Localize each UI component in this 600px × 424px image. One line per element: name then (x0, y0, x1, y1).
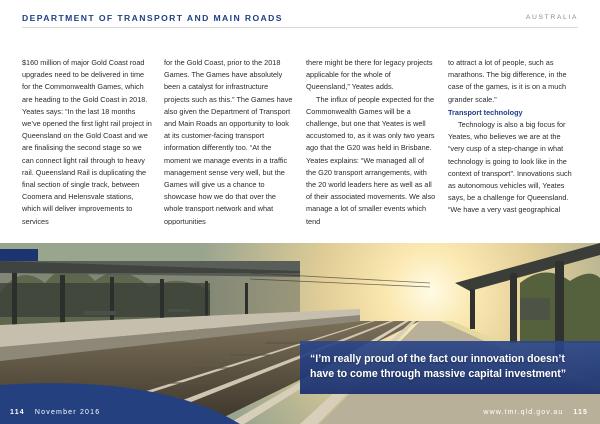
page-number-left: 114 (10, 409, 25, 416)
paragraph: for the Gold Coast, prior to the 2018 Games. The Games have absolutely been a catalyst for infrastructure projects such as this.” The Games have also given the Department of Transport and Main Roads an opportunity to look at its customer-facing transport information differently too. “At the moment we manage events in a traffic management sense very well, but the Games will give us a chance to showcase how we do that over the whole transport network and what opportunities (164, 58, 293, 225)
article-column-2 (164, 57, 294, 225)
article-body (22, 57, 578, 225)
paragraph: $160 million of major Gold Coast road upgrades need to be delivered in time for the Commonwealth Games, which are heading to the Gold Coast in 2018. Yeates says: “In the last 18 months we’ve opened the first light rail project in Queensland on the Gold Coast and we are finalising the second stage so we can connect light rail through to heavy rail. Queensland Rail is duplicating the final section of single track, between Coomera and Helensvale stations, which will deliver improvements to services (22, 58, 152, 225)
article-column-3 (306, 57, 436, 225)
railway-platform-photo (0, 243, 600, 424)
issue-date: November 2016 (34, 409, 101, 416)
paragraph: to attract a lot of people, such as marathons. The big difference, in the case of the games, is it is on a much grander scale.” (448, 58, 567, 104)
pull-quote: “I’m really proud of the fact our innovation doesn’t have to come through massive capital investment” (310, 353, 567, 380)
header-divider (22, 27, 578, 28)
article-column-4 (448, 57, 578, 225)
paragraph: Technology is also a big focus for Yeates, who believes we are at the “very cusp of a step-change in what technology is going to look like in the context of transport”. Innovations such as autonomous vehicles will, Yeates says, be a challenge for Queensland. “We have a very vast geographical (448, 120, 572, 215)
footer-left (10, 409, 100, 416)
paragraph: there might be there for legacy projects applicable for the whole of Queensland,” Yeates adds. (306, 58, 433, 92)
footer-right (483, 409, 588, 416)
article-column-1 (22, 57, 152, 225)
page-number-right: 115 (573, 409, 588, 416)
paragraph: The influx of people expected for the Commonwealth Games will be a challenge, but one that Yeates is well accustomed to, as it was only two years ago that the G20 was held in Brisbane. Yeates explains: “We managed all of the G20 transport arrangements, with the 20 world leaders here as well as all of their associated movements. We also manage a lot of smaller events which tend (306, 94, 436, 225)
subheading: Transport technology (448, 107, 523, 117)
magazine-section-title: DEPARTMENT OF TRANSPORT AND MAIN ROADS (22, 13, 283, 23)
country-label: AUSTRALIA (525, 14, 578, 21)
website-url: www.tmr.qld.gov.au (483, 409, 564, 416)
